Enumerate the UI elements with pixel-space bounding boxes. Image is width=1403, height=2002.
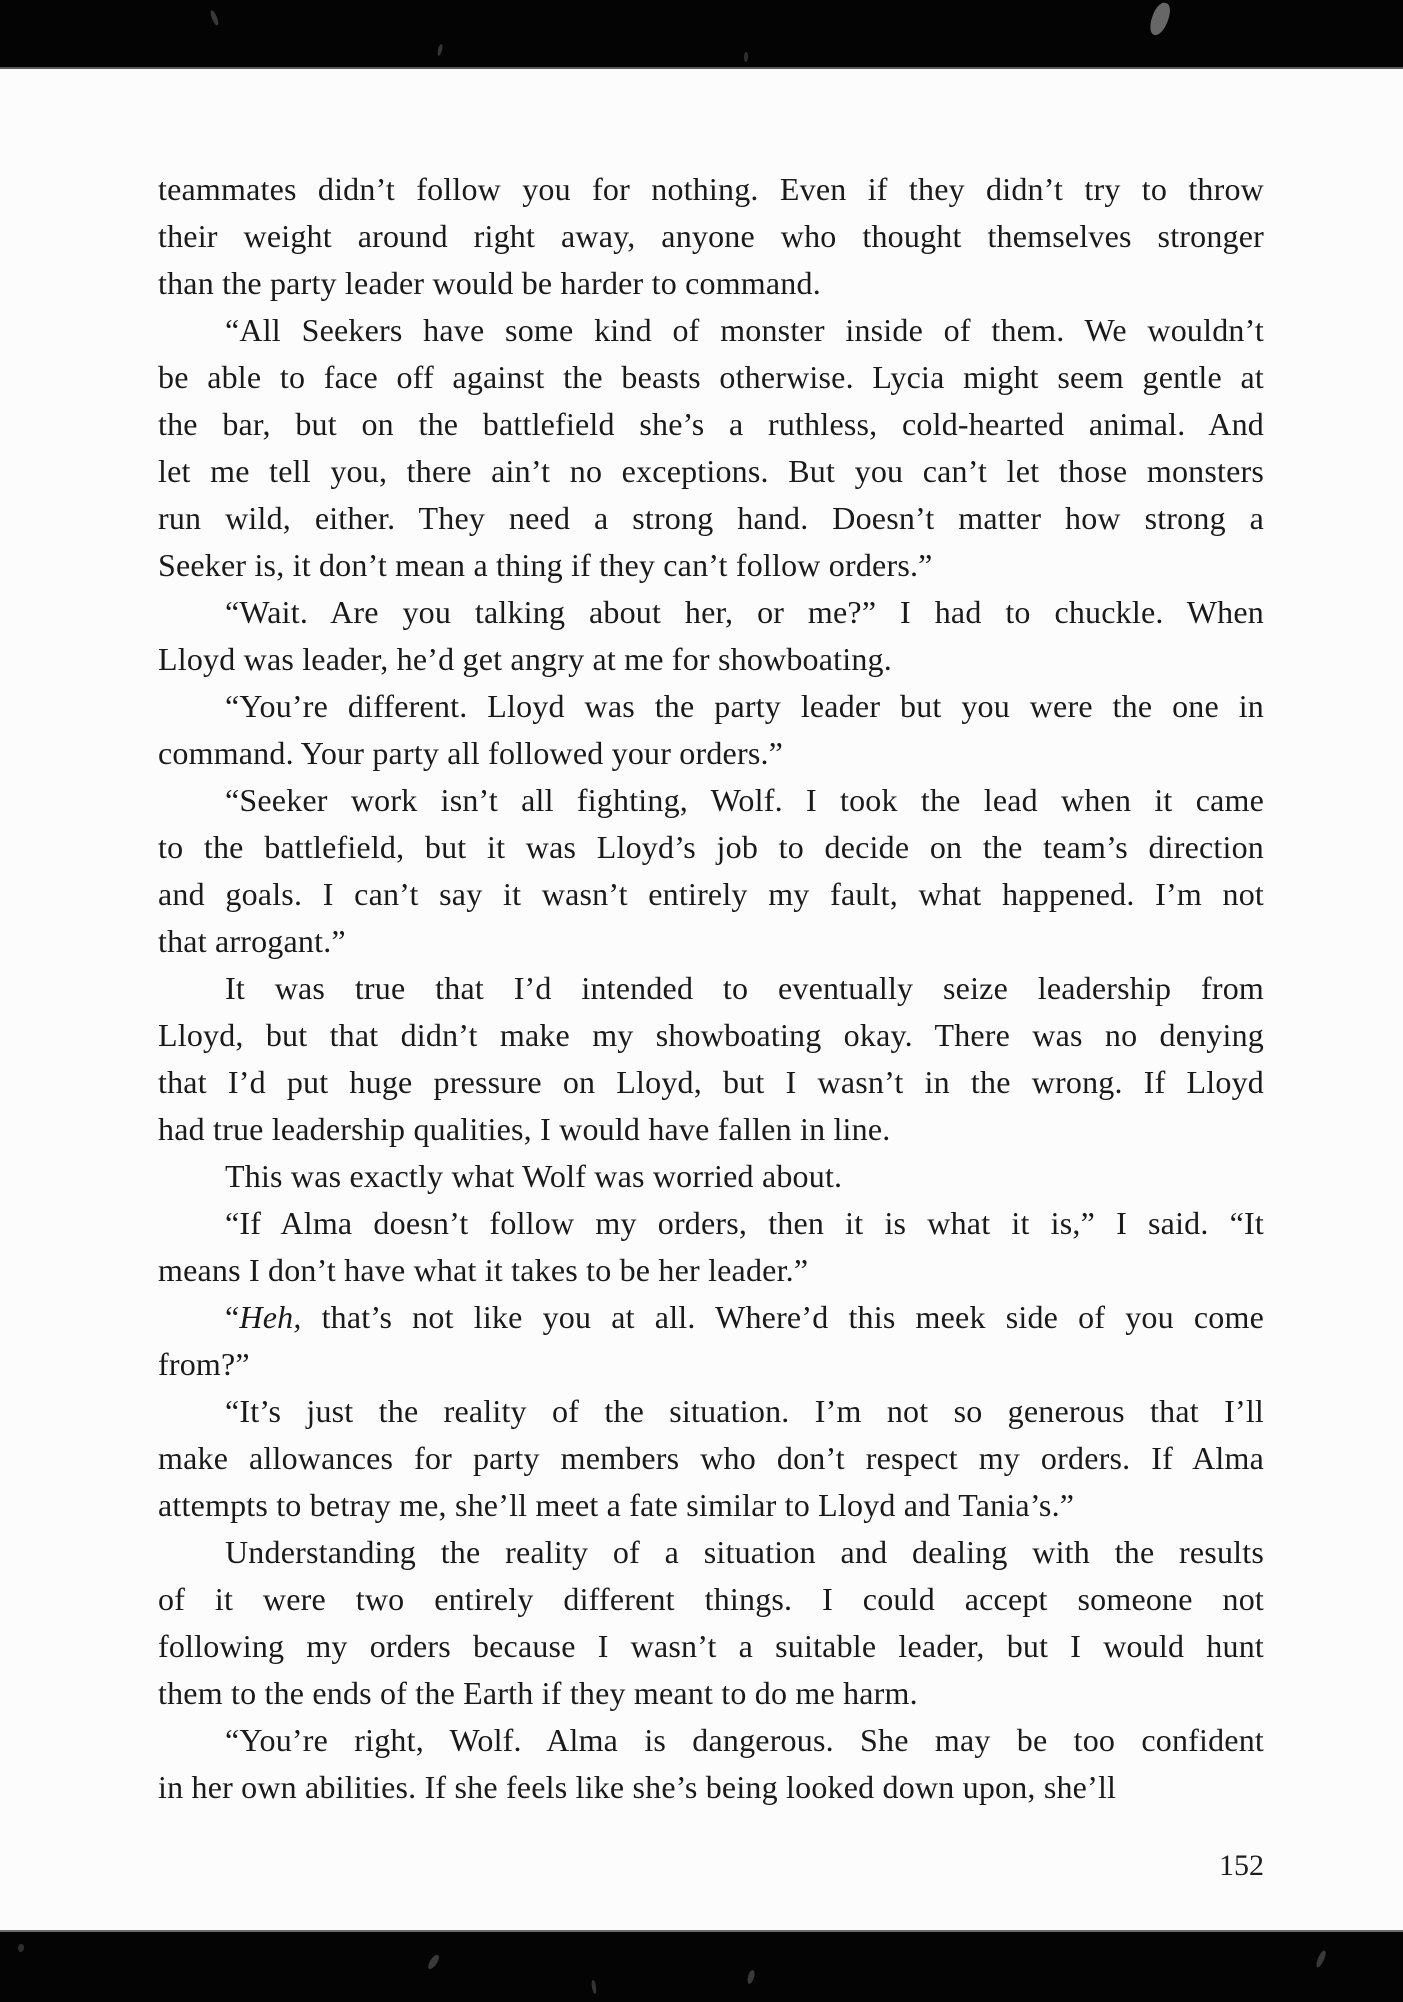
paragraph — [158, 166, 1264, 307]
text-line: “All Seekers have some kind of monster inside of them. We wouldn’t — [225, 312, 1264, 348]
text-line: “Wait. Are you talking about her, or me?” I had to chuckle. When — [225, 594, 1264, 630]
text-line: Lloyd, but that didn’t make my showboating okay. There was no denying — [158, 1017, 1264, 1053]
text-line: “You’re right, Wolf. Alma is dangerous. She may be too confident — [225, 1722, 1264, 1758]
paragraph — [158, 1200, 1264, 1294]
text-line: make allowances for party members who don’t respect my orders. If Alma — [158, 1440, 1264, 1476]
scan-artifact — [426, 1953, 440, 1970]
text-block — [158, 166, 1264, 1811]
text-line: let me tell you, there ain’t no exceptions. But you can’t let those monsters — [158, 453, 1264, 489]
text-line: “You’re different. Lloyd was the party leader but you were the one in — [225, 688, 1264, 724]
text-line: and goals. I can’t say it wasn’t entirely my fault, what happened. I’m not — [158, 876, 1264, 912]
text-line: Seeker is, it don’t mean a thing if they can’t follow orders.” — [158, 547, 933, 583]
text-line: This was exactly what Wolf was worried about. — [225, 1158, 843, 1194]
paragraph — [158, 307, 1264, 589]
scan-artifact — [746, 1969, 755, 1984]
text-line: means I don’t have what it takes to be her leader.” — [158, 1252, 809, 1288]
text-line: that arrogant.” — [158, 923, 346, 959]
scan-border-bottom — [0, 1930, 1403, 2002]
text-line: Lloyd was leader, he’d get angry at me for showboating. — [158, 641, 892, 677]
scan-artifact — [1147, 0, 1173, 37]
paragraph — [158, 1153, 1264, 1200]
scan-artifact — [18, 1944, 24, 1952]
page-number: 152 — [1219, 1849, 1264, 1882]
paragraph — [158, 777, 1264, 965]
text-line: “Seeker work isn’t all fighting, Wolf. I took the lead when it came — [225, 782, 1264, 818]
text-line: following my orders because I wasn’t a suitable leader, but I would hunt — [158, 1628, 1264, 1664]
text-line: that I’d put huge pressure on Lloyd, but I wasn’t in the wrong. If Lloyd — [158, 1064, 1264, 1100]
text-line: their weight around right away, anyone who thought themselves stronger — [158, 218, 1264, 254]
scan-artifact — [744, 52, 748, 62]
scan-artifact — [209, 10, 220, 27]
text-line: “If Alma doesn’t follow my orders, then it is what it is,” I said. “It — [225, 1205, 1264, 1241]
text-line: “It’s just the reality of the situation. I’m not so generous that I’ll — [225, 1393, 1264, 1429]
scan-border-top — [0, 0, 1403, 69]
text-line: the bar, but on the battlefield she’s a ruthless, cold-hearted animal. And — [158, 406, 1264, 442]
paragraph — [158, 1529, 1264, 1717]
text-line: be able to face off against the beasts otherwise. Lycia might seem gentle at — [158, 359, 1264, 395]
text-line: attempts to betray me, she’ll meet a fate similar to Lloyd and Tania’s.” — [158, 1487, 1075, 1523]
paragraph — [158, 1294, 1264, 1388]
text-line: command. Your party all followed your orders.” — [158, 735, 784, 771]
text-line: of it were two entirely different things. I could accept someone not — [158, 1581, 1264, 1617]
text-line: It was true that I’d intended to eventually seize leadership from — [225, 970, 1264, 1006]
text-line: teammates didn’t follow you for nothing. Even if they didn’t try to throw — [158, 171, 1264, 207]
paragraph — [158, 589, 1264, 683]
paragraph — [158, 1388, 1264, 1529]
text-line: in her own abilities. If she feels like she’s being looked down upon, she’ll — [158, 1769, 1117, 1805]
text-line: Understanding the reality of a situation and dealing with the results — [225, 1534, 1264, 1570]
book-page — [0, 67, 1403, 1930]
text-line: run wild, either. They need a strong hand. Doesn’t matter how strong a — [158, 500, 1264, 536]
text-line: than the party leader would be harder to command. — [158, 265, 821, 301]
paragraph — [158, 1717, 1264, 1811]
scan-artifact — [437, 44, 443, 57]
scan-artifact — [591, 1980, 597, 1994]
text-line: from?” — [158, 1346, 250, 1382]
scan-artifact — [1315, 1950, 1327, 1969]
text-line: them to the ends of the Earth if they meant to do me harm. — [158, 1675, 918, 1711]
text-line: “Heh, that’s not like you at all. Where’d this meek side of you come — [225, 1299, 1264, 1335]
text-line: had true leadership qualities, I would have fallen in line. — [158, 1111, 891, 1147]
text-line: to the battlefield, but it was Lloyd’s job to decide on the team’s direction — [158, 829, 1264, 865]
paragraph — [158, 965, 1264, 1153]
paragraph — [158, 683, 1264, 777]
